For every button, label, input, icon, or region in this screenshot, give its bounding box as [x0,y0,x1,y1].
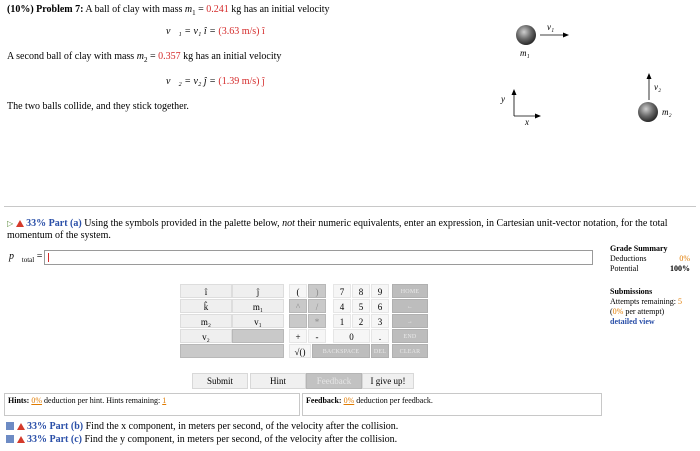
key-del[interactable]: DEL [371,344,389,358]
pencil-icon [6,435,14,443]
part-a-percent: 33% Part (a) [26,218,82,229]
hints-remaining: 1 [162,396,167,405]
attempts-value: 5 [678,297,682,306]
key-empty-3 [289,314,307,328]
key-sqrt[interactable]: √() [289,344,311,358]
key-plus[interactable]: + [289,329,307,343]
key-m1[interactable]: m₁ [232,299,284,313]
key-5[interactable]: 5 [352,299,370,313]
part-c-row[interactable]: 33% Part (c) Find the y component, in meters per second, of the velocity after the collision. [6,434,397,446]
key-clear[interactable]: CLEAR [392,344,428,358]
key-divide[interactable]: / [308,299,326,313]
key-close-paren[interactable]: ) [308,284,326,298]
equation-v2: v⃗₂ = v₂ ĵ = (1.39 m/s) ĵ [166,76,265,87]
ball-m2 [638,102,658,122]
v1-label: v₁ [547,22,555,32]
warning-icon [17,436,25,443]
key-open-paren[interactable]: ( [289,284,307,298]
problem-header: (10%) Problem 7: [7,4,84,15]
y-axis-label: y [501,94,505,104]
symbol-palette [180,284,286,360]
key-0[interactable]: 0 [333,329,370,343]
grade-summary-title: Grade Summary [610,244,668,253]
key-multiply[interactable]: * [308,314,326,328]
expand-arrow-icon[interactable]: ▷ [7,219,14,228]
answer-input[interactable] [44,250,593,265]
m1-label: m₁ [520,48,530,58]
key-i-hat[interactable]: î [180,284,232,298]
key-dot[interactable]: . [371,329,389,343]
key-empty-2 [180,344,284,358]
key-1[interactable]: 1 [333,314,351,328]
key-minus[interactable]: - [308,329,326,343]
hints-bar: Hints: 0% deduction per hint. Hints remaining: 1 [4,393,300,416]
x-axis-label: x [525,117,529,127]
v1-value: (3.63 m/s) î [218,26,265,37]
part-a-question: ▷ 33% Part (a) Using the symbols provided in the palette below, not their numeric equivalents, enter an expression, in Cartesian unit-vector notation, for the total momentum of the system. [7,218,668,241]
v2-value: (1.39 m/s) ĵ [218,76,265,87]
key-4[interactable]: 4 [333,299,351,313]
warning-icon [16,220,24,227]
ball-m1 [516,25,536,45]
feedback-button[interactable]: Feedback [306,373,362,389]
m1-symbol: m [184,4,193,15]
problem-line-1-text: A ball of clay with mass [85,4,183,15]
submissions-title: Submissions [610,287,653,296]
m2-label: m₂ [662,107,672,117]
answer-label: $p⃗_{total}$ = [9,251,43,264]
give-up-button[interactable]: I give up! [362,373,414,389]
m2-value: 0.357 [158,51,181,62]
key-right-arrow[interactable]: → [392,314,428,328]
problem-line-1: (10%) Problem 7: A ball of clay with mass $m_1 = 0.241$ kg has an initial velocity [7,4,330,17]
key-j-hat[interactable]: ĵ [232,284,284,298]
key-home[interactable]: HOME [392,284,428,298]
grade-summary: Grade Summary Deductions 0% Potential 100% [610,244,690,273]
deductions-value: 0% [679,254,690,263]
key-m2[interactable]: m₂ [180,314,232,328]
numeric-keypad [289,284,429,360]
potential-value: 100% [670,264,690,273]
problem-line-1-tail: kg has an initial velocity [231,4,330,15]
key-end[interactable]: END [392,329,428,343]
key-v1[interactable]: v₁ [232,314,284,328]
key-6[interactable]: 6 [371,299,389,313]
pencil-icon [6,422,14,430]
key-7[interactable]: 7 [333,284,351,298]
detailed-view-link[interactable]: detailed view [610,317,655,326]
part-b-row[interactable]: 33% Part (b) Find the x component, in meters per second, of the velocity after the collision. [6,421,398,433]
key-backspace[interactable]: BACKSPACE [312,344,370,358]
divider-top [4,206,696,207]
key-power[interactable]: ^ [289,299,307,313]
m1-value: 0.241 [206,4,229,15]
physics-diagram [495,20,695,130]
problem-line-2: A second ball of clay with mass $m_2 = 0.357$ kg has an initial velocity [7,51,282,64]
key-k-hat[interactable]: k̂ [180,299,232,313]
feedback-bar: Feedback: 0% deduction per feedback. [302,393,602,416]
text-cursor [48,253,49,262]
key-left-arrow[interactable]: ← [392,299,428,313]
warning-icon [17,423,25,430]
submissions-panel: Submissions Attempts remaining: 5 (0% per attempt) detailed view [610,287,698,327]
submit-button[interactable]: Submit [192,373,248,389]
equation-v1: v⃗₁ = v₁ î = (3.63 m/s) î [166,26,265,37]
key-8[interactable]: 8 [352,284,370,298]
key-empty-1 [232,329,284,343]
v2-label: v₂ [654,82,662,92]
key-v2[interactable]: v₂ [180,329,232,343]
problem-line-3: The two balls collide, and they stick together. [7,101,189,112]
key-2[interactable]: 2 [352,314,370,328]
key-9[interactable]: 9 [371,284,389,298]
key-3[interactable]: 3 [371,314,389,328]
hint-button[interactable]: Hint [250,373,306,389]
